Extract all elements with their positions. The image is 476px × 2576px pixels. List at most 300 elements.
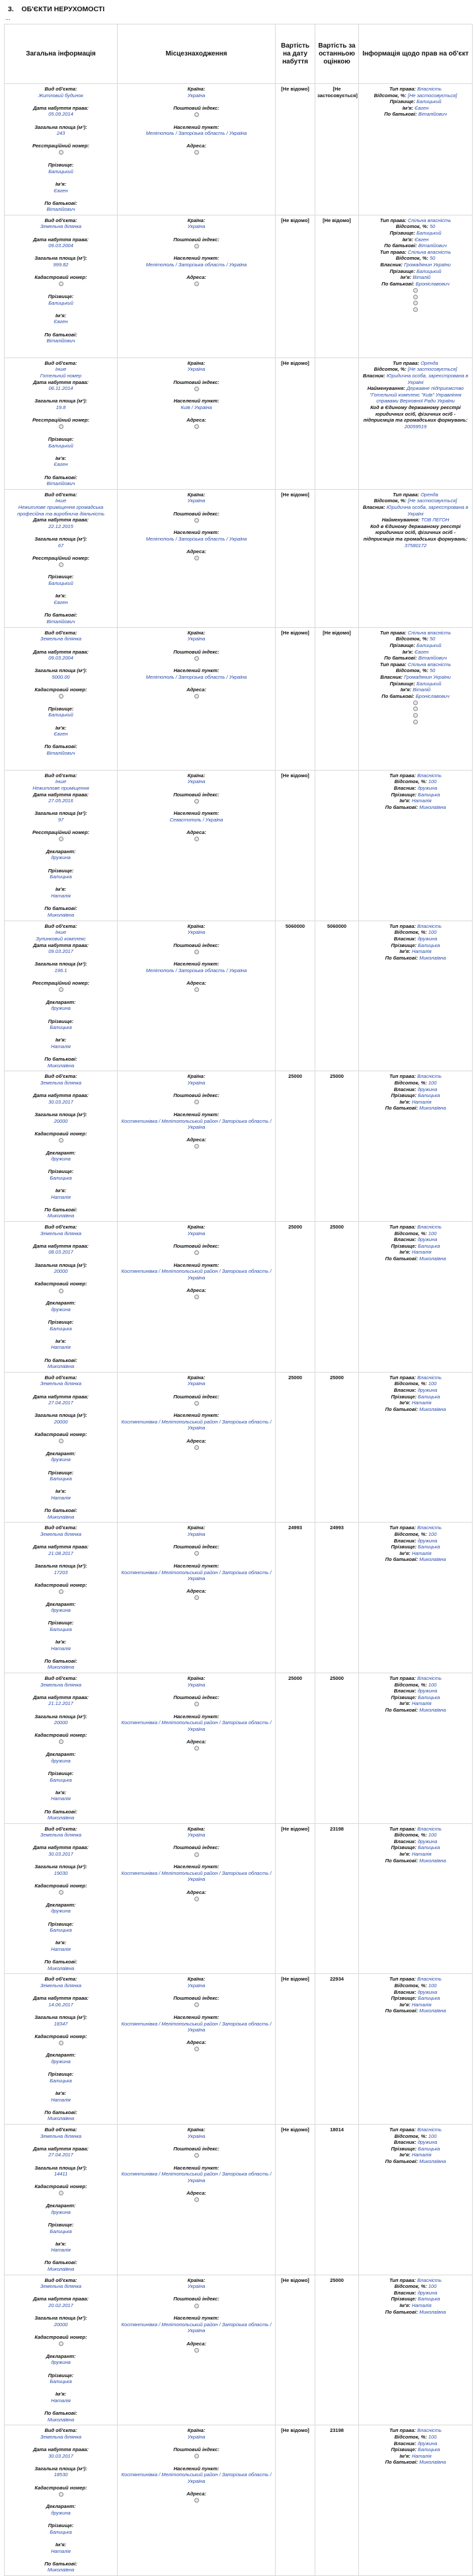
cost-acquisition-cell xyxy=(276,215,315,358)
right-value: Балицький xyxy=(416,680,442,687)
right-value: 20059519 xyxy=(404,423,427,430)
field-value: 243 xyxy=(56,130,65,137)
info-icon[interactable] xyxy=(59,150,63,155)
right-label: По батькові: xyxy=(381,693,415,699)
field-label: Адреса: xyxy=(186,549,206,555)
right-label: Відсоток, %: xyxy=(394,778,427,785)
info-icon[interactable] xyxy=(59,2041,63,2045)
field-label: По батькові: xyxy=(44,474,77,480)
table-row xyxy=(5,1222,473,1373)
right-label: По батькові: xyxy=(385,2008,418,2014)
field-value: Україна xyxy=(187,1381,206,1387)
field-value: Земельна ділянка xyxy=(40,1230,82,1236)
table-row xyxy=(5,2275,473,2425)
info-icon[interactable] xyxy=(194,2047,199,2051)
general-info-cell xyxy=(5,2275,118,2425)
info-icon[interactable] xyxy=(194,150,199,155)
field-label: Загальна площа (м²): xyxy=(34,1864,87,1870)
field-label: По батькові: xyxy=(44,743,77,750)
cost-acquisition-value: 25000 xyxy=(288,1073,302,1080)
field-label: Кадастровий номер: xyxy=(34,2484,87,2491)
field-label: Кадастровий номер: xyxy=(34,1130,87,1137)
general-info-cell xyxy=(5,489,118,627)
info-icon[interactable] xyxy=(413,307,418,312)
field-label: Ім'я: xyxy=(55,1037,67,1043)
info-icon[interactable] xyxy=(194,1595,199,1600)
info-icon[interactable] xyxy=(194,556,199,560)
field-label: Ім'я: xyxy=(55,180,67,187)
table-row xyxy=(5,2125,473,2275)
info-icon[interactable] xyxy=(59,694,63,699)
right-label: Власник: xyxy=(380,262,403,268)
section-heading xyxy=(8,5,472,13)
field-value: Мелітополь / Запорізька область / Україна xyxy=(145,262,247,268)
field-value: 5000.00 xyxy=(52,673,70,680)
cost-last-cell xyxy=(315,1823,359,1974)
cost-acquisition-value: 24993 xyxy=(288,1525,302,1531)
location-cell xyxy=(118,358,276,489)
field-label: Населений пункт: xyxy=(173,1412,219,1419)
info-icon[interactable] xyxy=(59,1589,63,1594)
right-label: Ім'я: xyxy=(399,1098,411,1105)
right-line xyxy=(361,649,470,656)
info-icon[interactable] xyxy=(59,424,63,429)
info-icon[interactable] xyxy=(194,1702,199,1706)
right-label: Ім'я: xyxy=(399,2302,411,2309)
cost-last-value: [Не застосовується] xyxy=(317,86,358,98)
right-value: 37580172 xyxy=(404,542,427,549)
right-label: Відсоток, %: xyxy=(394,1381,427,1387)
field-label: Країна: xyxy=(187,1675,206,1682)
right-label: Прізвище: xyxy=(391,1844,417,1851)
right-line xyxy=(361,2158,470,2165)
info-icon[interactable] xyxy=(194,656,199,661)
field-value: Віталійович xyxy=(46,618,75,625)
field-value: 67 xyxy=(58,542,64,549)
field-label: Кадастровий номер: xyxy=(34,274,87,281)
right-value: Балицька xyxy=(418,1844,440,1851)
field-value: Костянтинівка / Мелітопольський район / Запорізька область / Україна xyxy=(121,2020,272,2033)
field-label: Країна: xyxy=(187,629,206,636)
field-value: 09.03.2004 xyxy=(48,655,73,662)
field-label: Вид об'єкта: xyxy=(44,1224,77,1231)
field-value: Наталія xyxy=(51,1946,71,1952)
rights-cell xyxy=(359,770,473,921)
field-label: Дата набуття права: xyxy=(32,379,89,385)
right-line xyxy=(361,1105,470,1112)
right-line xyxy=(361,1073,470,1080)
info-icon[interactable] xyxy=(194,112,199,117)
info-icon[interactable] xyxy=(194,1746,199,1751)
info-icon[interactable] xyxy=(59,2492,63,2497)
field-label: Населений пункт: xyxy=(173,667,219,674)
right-line xyxy=(361,1832,470,1838)
right-value: дружина xyxy=(417,935,438,942)
location-cell xyxy=(118,215,276,358)
field-label: По батькові: xyxy=(44,1959,77,1965)
right-label: Тип права: xyxy=(389,1675,416,1682)
field-value: Наталія xyxy=(51,2247,71,2254)
right-value: Власність xyxy=(417,1675,442,1682)
field-value: Наталія xyxy=(51,1796,71,1802)
right-line xyxy=(361,492,470,498)
field-label: Кадастровий номер: xyxy=(34,687,87,693)
general-info-cell xyxy=(5,1071,118,1222)
field-label: Прізвище: xyxy=(48,574,74,580)
right-line xyxy=(361,955,470,962)
right-label: Прізвище: xyxy=(391,2446,417,2453)
right-line xyxy=(361,642,470,649)
info-icon[interactable] xyxy=(59,1890,63,1895)
right-line xyxy=(361,268,470,275)
right-value: Віталійович xyxy=(418,111,447,118)
rights-cell xyxy=(359,215,473,358)
info-icon[interactable] xyxy=(59,562,63,567)
field-value: Україна xyxy=(187,929,206,936)
cost-acquisition-cell xyxy=(276,1372,315,1523)
right-label: По батькові: xyxy=(385,2459,418,2466)
right-label: Власник: xyxy=(393,1838,416,1844)
info-icon[interactable] xyxy=(194,987,199,992)
field-label: Поштовий індекс: xyxy=(173,648,219,655)
rights-cell xyxy=(359,2125,473,2275)
info-icon[interactable] xyxy=(59,1739,63,1744)
right-line xyxy=(361,792,470,798)
cost-last-cell xyxy=(315,489,359,627)
field-value: Костянтинівка / Мелітопольський район / Запорізька область / Україна xyxy=(121,1268,272,1281)
right-label: По батькові: xyxy=(385,1406,418,1412)
right-value: Наталія xyxy=(411,1098,432,1105)
info-icon[interactable] xyxy=(194,2197,199,2202)
info-icon[interactable] xyxy=(194,694,199,699)
rights-cell xyxy=(359,627,473,770)
right-value: 100 xyxy=(428,1531,437,1537)
right-label: Власник: xyxy=(393,1236,416,1243)
right-label: Власник: xyxy=(393,784,416,791)
field-label: Загальна площа (м²): xyxy=(34,535,87,542)
right-line xyxy=(361,1682,470,1688)
location-cell xyxy=(118,1823,276,1974)
info-icon[interactable] xyxy=(59,1138,63,1143)
right-line xyxy=(361,111,470,118)
right-value: Віталійович xyxy=(418,243,447,249)
info-icon[interactable] xyxy=(194,424,199,429)
info-icon[interactable] xyxy=(194,1250,199,1255)
right-value: Миколаївна xyxy=(419,1256,446,1262)
right-value: Власність xyxy=(417,1525,442,1531)
location-cell xyxy=(118,1372,276,1523)
right-value: 100 xyxy=(428,778,437,785)
right-label: Найменування: xyxy=(367,385,405,392)
table-row xyxy=(5,1974,473,2125)
info-icon[interactable] xyxy=(194,244,199,248)
field-value: 18530 xyxy=(54,2472,68,2478)
field-value: Київ / Україна xyxy=(180,404,212,411)
cost-last-cell xyxy=(315,1372,359,1523)
field-label: Вид об'єкта: xyxy=(44,217,77,223)
right-value: Власність xyxy=(417,2127,442,2133)
info-icon[interactable] xyxy=(194,2002,199,2007)
cost-last-value: 18014 xyxy=(330,2127,344,2133)
field-value: Балицька xyxy=(50,1776,72,1783)
field-label: Дата набуття права: xyxy=(32,2145,89,2152)
field-label: Ім'я: xyxy=(55,724,67,731)
right-line xyxy=(361,923,470,930)
right-label: По батькові: xyxy=(385,1857,418,1864)
info-icon[interactable] xyxy=(194,2498,199,2503)
right-line xyxy=(361,1675,470,1682)
field-value: дружина xyxy=(51,2359,71,2366)
field-label: Країна: xyxy=(187,923,206,929)
table-row xyxy=(5,1523,473,1673)
right-line xyxy=(361,1995,470,2002)
info-icon[interactable] xyxy=(194,1295,199,1299)
info-icon[interactable] xyxy=(194,2348,199,2353)
info-icon[interactable] xyxy=(413,295,418,299)
field-label: Прізвище: xyxy=(48,162,74,169)
info-icon[interactable] xyxy=(194,1144,199,1149)
right-line xyxy=(361,2008,470,2014)
right-line xyxy=(361,1844,470,1851)
header-rights-info: Інформація щодо прав на об'єкт xyxy=(359,24,473,84)
info-icon[interactable] xyxy=(194,1897,199,1901)
right-value: Миколаївна xyxy=(419,1707,446,1713)
field-value: Миколаївна xyxy=(47,1664,75,1671)
right-value: Балицький xyxy=(416,230,442,237)
info-icon[interactable] xyxy=(413,301,418,305)
right-line xyxy=(361,93,470,99)
right-value: Власність xyxy=(417,1374,442,1381)
right-label: Власник: xyxy=(393,935,416,942)
info-icon[interactable] xyxy=(194,799,199,804)
field-value: Балицька xyxy=(50,874,72,880)
cost-acquisition-value: 25000 xyxy=(288,1374,302,1381)
right-label: Ім'я: xyxy=(399,2152,411,2158)
info-icon[interactable] xyxy=(194,387,199,391)
right-line xyxy=(361,274,470,281)
info-icon[interactable] xyxy=(194,1401,199,1406)
right-label: Ім'я: xyxy=(400,687,412,693)
field-label: Ім'я: xyxy=(55,1188,67,1194)
info-icon[interactable] xyxy=(194,282,199,286)
right-line xyxy=(361,630,470,636)
right-line xyxy=(361,230,470,237)
section-dots: ... xyxy=(5,15,11,21)
right-label: Тип права: xyxy=(389,1224,416,1231)
field-value: дружина xyxy=(51,1457,71,1463)
cost-last-value: 5060000 xyxy=(327,923,347,929)
field-label: Декларант: xyxy=(46,1450,76,1457)
rights-cell xyxy=(359,489,473,627)
field-value: Земельна ділянка xyxy=(40,636,82,642)
right-label: Відсоток, %: xyxy=(374,498,407,504)
info-icon[interactable] xyxy=(194,518,199,523)
cost-acquisition-value: 5060000 xyxy=(285,923,305,929)
field-value: 30.03.2017 xyxy=(48,1851,73,1858)
field-label: Вид об'єкта: xyxy=(44,1525,77,1531)
right-label: Відсоток, %: xyxy=(394,1531,427,1537)
table-row xyxy=(5,1673,473,1824)
field-label: Декларант: xyxy=(46,1601,76,1607)
table-row xyxy=(5,358,473,489)
field-value: дружина xyxy=(51,2059,71,2065)
field-label: По батькові: xyxy=(44,1206,77,1213)
field-label: Декларант: xyxy=(46,999,76,1005)
right-label: Прізвище: xyxy=(391,2296,417,2302)
right-label: Тип права: xyxy=(393,491,420,498)
right-value: 100 xyxy=(428,1681,437,1688)
right-line xyxy=(361,523,470,549)
field-value: 09.03.2004 xyxy=(48,243,73,249)
field-value: Наталія xyxy=(51,2096,71,2103)
field-label: Загальна площа (м²): xyxy=(34,1262,87,1268)
field-value: Житловий будинок xyxy=(38,92,83,98)
right-value: Наталія xyxy=(411,2152,432,2158)
right-line xyxy=(361,1080,470,1086)
general-info-cell xyxy=(5,2125,118,2275)
right-value: Балицький xyxy=(416,642,442,648)
right-value: Балицька xyxy=(418,2446,440,2453)
right-line xyxy=(361,2146,470,2152)
right-value: 50 xyxy=(429,636,436,642)
info-icon[interactable] xyxy=(59,2191,63,2195)
field-label: Ім'я: xyxy=(55,593,67,599)
field-value: Інше xyxy=(55,366,67,373)
right-label: Відсоток, %: xyxy=(395,223,428,230)
info-icon[interactable] xyxy=(194,2153,199,2158)
right-line xyxy=(361,217,470,224)
field-value: Україна xyxy=(187,1531,206,1537)
right-label: Код в Єдиному державному реєстрі юридичних осіб, фізичних осіб - підприємців та громадських формувань: xyxy=(363,523,468,542)
right-label: Ім'я: xyxy=(399,1550,411,1556)
rights-cell xyxy=(359,1974,473,2125)
table-row xyxy=(5,1823,473,1974)
field-label: Реєстраційний номер: xyxy=(32,980,90,987)
info-icon[interactable] xyxy=(413,720,418,724)
table-header-row xyxy=(5,24,473,84)
right-label: Відсоток, %: xyxy=(395,667,428,674)
field-label: Адреса: xyxy=(186,2340,206,2347)
right-value: дружина xyxy=(417,1688,438,1694)
field-value: Костянтинівка / Мелітопольський район / Запорізька область / Україна xyxy=(121,2321,272,2334)
right-label: Тип права: xyxy=(389,772,416,778)
right-label: Власник: xyxy=(362,373,385,379)
info-icon[interactable] xyxy=(59,2341,63,2346)
right-label: По батькові: xyxy=(381,280,415,287)
right-label: Прізвище: xyxy=(391,1242,417,1249)
field-value: Земельна ділянка xyxy=(40,1080,82,1086)
right-value: 100 xyxy=(428,1381,437,1387)
right-value: дружина xyxy=(417,1236,438,1243)
info-icon[interactable] xyxy=(59,987,63,992)
info-icon[interactable] xyxy=(194,2304,199,2308)
field-label: Населений пункт: xyxy=(173,961,219,967)
right-label: Ім'я: xyxy=(399,1400,411,1406)
field-label: Прізвище: xyxy=(48,705,74,712)
field-value: 17203 xyxy=(54,1569,68,1575)
field-value: Інше xyxy=(55,778,67,785)
info-icon[interactable] xyxy=(194,1445,199,1450)
field-label: Вид об'єкта: xyxy=(44,923,77,929)
right-line xyxy=(361,1989,470,1996)
field-label: Загальна площа (м²): xyxy=(34,2315,87,2322)
info-icon[interactable] xyxy=(59,282,63,286)
info-icon[interactable] xyxy=(413,713,418,718)
info-icon[interactable] xyxy=(194,2454,199,2458)
field-value: дружина xyxy=(51,1607,71,1614)
info-icon[interactable] xyxy=(413,701,418,705)
right-value: Миколаївна xyxy=(419,2008,446,2014)
right-label: По батькові: xyxy=(384,655,417,662)
field-label: Поштовий індекс: xyxy=(173,1242,219,1249)
field-label: Адреса: xyxy=(186,829,206,836)
right-value: Наталія xyxy=(411,948,432,955)
right-value: Євген xyxy=(415,104,429,111)
field-value: Земельна ділянка xyxy=(40,223,82,230)
field-value: Балицька xyxy=(50,1024,72,1031)
right-line xyxy=(361,1531,470,1538)
right-value: 100 xyxy=(428,1080,437,1086)
info-icon[interactable] xyxy=(413,706,418,711)
location-cell xyxy=(118,1974,276,2125)
field-value: Земельна ділянка xyxy=(40,1982,82,1989)
right-line xyxy=(361,105,470,112)
info-icon[interactable] xyxy=(413,288,418,293)
right-line xyxy=(361,1851,470,1858)
field-label: Прізвище: xyxy=(48,293,74,299)
right-label: Власник: xyxy=(393,1537,416,1544)
field-value: Віталійович xyxy=(46,206,75,213)
field-label: Реєстраційний номер: xyxy=(32,829,90,836)
right-line xyxy=(361,2434,470,2441)
right-label: Ім'я: xyxy=(402,236,414,243)
field-value: Балицька xyxy=(50,1626,72,1632)
field-value: 20000 xyxy=(54,1268,68,1275)
right-line xyxy=(361,1700,470,1707)
field-value: Україна xyxy=(187,2433,206,2440)
info-icon[interactable] xyxy=(194,1852,199,1857)
info-icon[interactable] xyxy=(194,950,199,954)
info-icon[interactable] xyxy=(194,1551,199,1556)
right-line xyxy=(361,681,470,687)
info-icon[interactable] xyxy=(59,837,63,841)
info-icon[interactable] xyxy=(194,837,199,841)
cost-acquisition-value: [Не відомо] xyxy=(281,2277,309,2283)
right-line xyxy=(361,1243,470,1250)
right-line xyxy=(361,1256,470,1262)
field-label: Дата набуття права: xyxy=(32,1242,89,1249)
field-label: Прізвище: xyxy=(48,1018,74,1024)
right-label: Відсоток, %: xyxy=(395,636,428,642)
info-icon[interactable] xyxy=(59,1289,63,1293)
right-line xyxy=(361,517,470,523)
right-line xyxy=(361,798,470,804)
general-info-cell xyxy=(5,627,118,770)
field-label: Прізвище: xyxy=(48,2522,74,2529)
field-label: Населений пункт: xyxy=(173,398,219,404)
cost-acquisition-value: [Не відомо] xyxy=(281,2127,309,2133)
right-line xyxy=(361,373,470,385)
location-cell xyxy=(118,1523,276,1673)
cost-last-cell xyxy=(315,358,359,489)
field-label: Населений пункт: xyxy=(173,255,219,262)
location-cell xyxy=(118,1071,276,1222)
field-label: Загальна площа (м²): xyxy=(34,398,87,404)
right-label: Прізвище: xyxy=(391,1995,417,2002)
info-icon[interactable] xyxy=(59,1439,63,1443)
info-icon[interactable] xyxy=(194,1100,199,1104)
field-label: Вид об'єкта: xyxy=(44,1675,77,1682)
